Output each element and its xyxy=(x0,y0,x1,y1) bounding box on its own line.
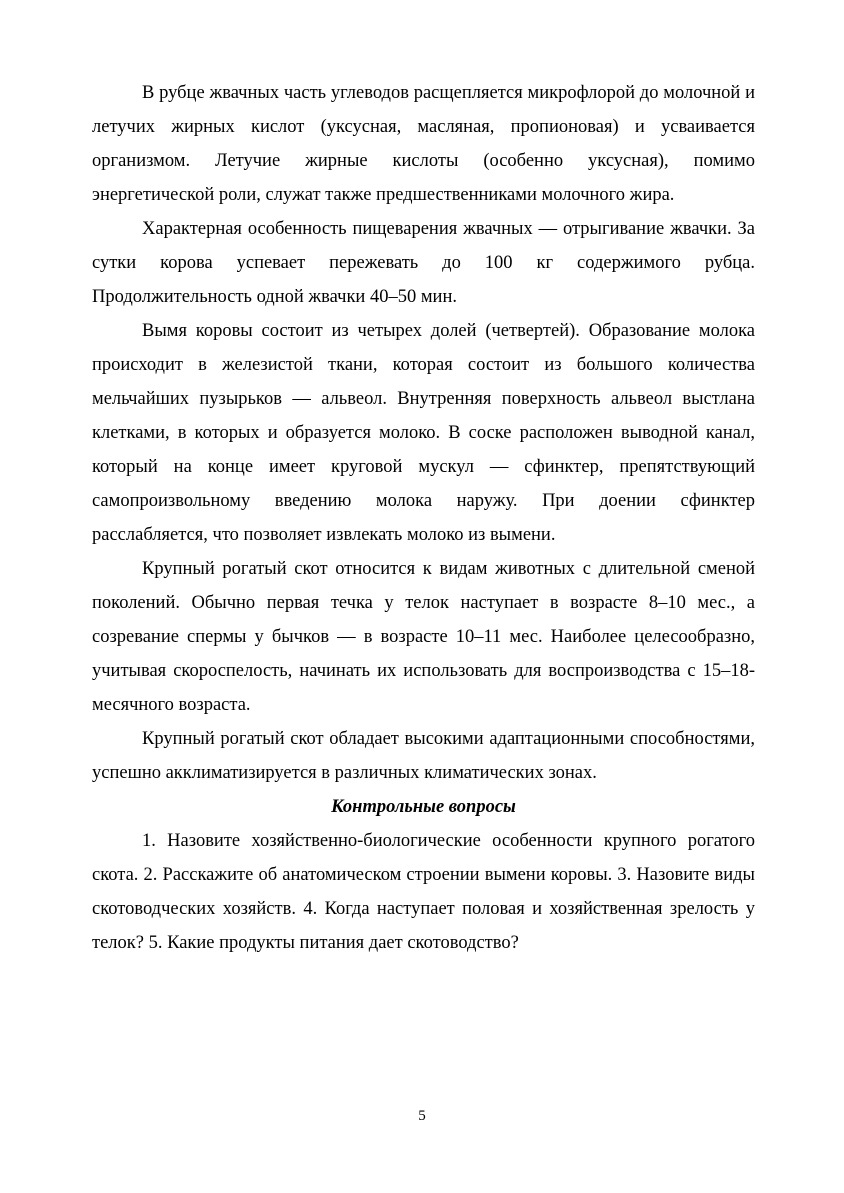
questions-heading: Контрольные вопросы xyxy=(331,797,516,817)
page-number: 5 xyxy=(418,1108,426,1124)
paragraph-rumination: Характерная особенность пищеварения жвачных — отрыгивание жвачки. За сутки корова успевает пережевать до 100 кг содержимого рубца. Продолжительность одной жвачки 40–50 мин. xyxy=(92,219,755,307)
body-text xyxy=(92,76,755,960)
paragraph-udder-structure: Вымя коровы состоит из четырех долей (четвертей). Образование молока происходит в железистой ткани, которая состоит из большого количества мельчайших пузырьков — альвеол. Внутренняя поверхность альвеол выстлана клетками, в которых и образуется молоко. В соске расположен выводной канал, который на конце имеет круговой мускул — сфинктер, препятствующий самопроизвольному введению молока наружу. При доении сфинктер расслабляется, что позволяет извлекать молоко из вымени. xyxy=(92,321,755,545)
paragraph-generations: Крупный рогатый скот относится к видам животных с длительной сменой поколений. Обычно первая течка у телок наступает в возрасте 8–10 мес., а созревание спермы у бычков — в возрасте 10–11 мес. Наиболее целесообразно, учитывая скороспелость, начинать их использовать для воспроизводства с 15–18-месячного возраста. xyxy=(92,559,755,715)
paragraph-rumen-digestion: В рубце жвачных часть углеводов расщепляется микрофлорой до молочной и летучих жирных кислот (уксусная, масляная, пропионовая) и усваивается организмом. Летучие жирные кислоты (особенно уксусная), помимо энергетической роли, служат также предшественниками молочного жира. xyxy=(92,83,755,205)
paragraph-adaptation: Крупный рогатый скот обладает высокими адаптационными способностями, успешно акклиматизируется в различных климатических зонах. xyxy=(92,729,755,783)
questions-paragraph: 1. Назовите хозяйственно-биологические особенности крупного рогатого скота. 2. Расскажите об анатомическом строении вымени коровы. 3. Назовите виды скотоводческих хозяйств. 4. Когда наступает половая и хозяйственная зрелость у телок? 5. Какие продукты питания дает скотоводство? xyxy=(92,831,755,953)
